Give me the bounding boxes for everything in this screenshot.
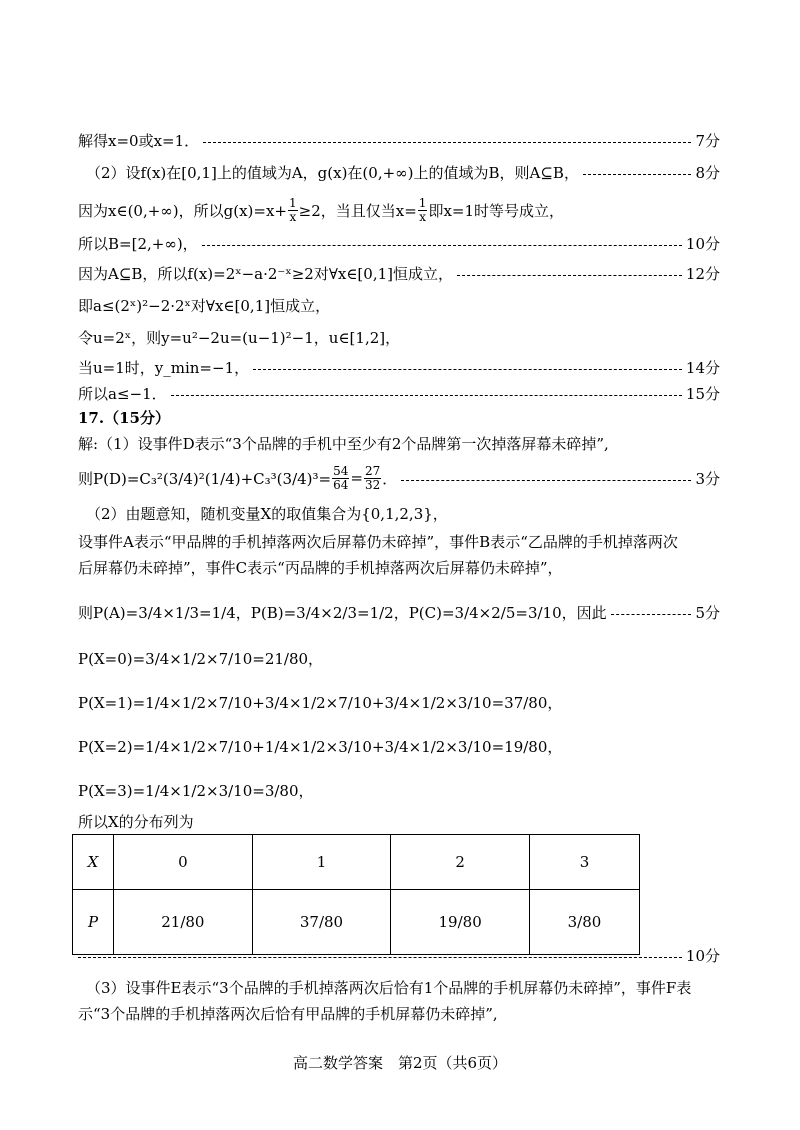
score: 3分 (695, 469, 720, 488)
leader-dashes (253, 369, 682, 370)
distribution-table (72, 834, 640, 955)
line-PX3 (78, 772, 720, 808)
text: 即x=1时等号成立， (428, 201, 565, 220)
text: 所以X的分布列为 (78, 812, 194, 831)
numerator: 54 (333, 463, 349, 478)
text: 所以a≤−1． (78, 384, 167, 403)
denominator: 32 (364, 477, 381, 492)
line-part2-setup (86, 157, 720, 187)
score: 5分 (695, 603, 720, 622)
line-PX0 (78, 640, 720, 676)
table-cell: 2 (391, 835, 530, 890)
line-substitution (78, 322, 720, 352)
line-B-range (78, 228, 720, 258)
line-PA-PB-PC (78, 594, 720, 630)
numerator: 1 (418, 195, 427, 210)
score: 8分 (695, 163, 720, 182)
denominator: 64 (333, 477, 349, 492)
line-a-inequality (78, 290, 720, 320)
line-fx-condition (78, 258, 720, 288)
leader-dashes (203, 142, 691, 143)
table-cell: 1 (252, 835, 391, 890)
leader-dashes (78, 957, 682, 958)
line-event-D (78, 428, 720, 458)
line-solve-x (78, 125, 720, 155)
text: 后屏幕仍未碎掉”，事件C表示“丙品牌的手机掉落两次后屏幕仍未碎掉”， (78, 558, 563, 577)
numerator: 1 (289, 195, 297, 210)
table-row (73, 835, 640, 890)
text: P(X=3)=1/4×1/2×3/10=3/80， (78, 781, 314, 800)
line-PD: 则P(D)=C₃²(3/4)²(1/4)+C₃³(3/4)³= $\frac{54}{64}$ = $\frac{27}{32}$ ． 3分 (78, 463, 720, 492)
line-gx-inequality (78, 192, 720, 228)
table-cell: 3/80 (529, 890, 639, 955)
text: 因为x∈(0,+∞)，所以g(x)=x+ (78, 201, 288, 220)
text: 解得x=0或x=1． (78, 131, 200, 150)
leader-dashes (611, 614, 692, 615)
line-distribution-intro (78, 806, 720, 836)
text: 则P(D)=C₃²(3/4)²(1/4)+C₃³(3/4)³= (78, 469, 332, 488)
line-part3-2 (78, 998, 720, 1028)
text: 17.（15分） (78, 408, 170, 427)
score: 10分 (685, 234, 720, 253)
page-footer: 高二数学答案 第2页（共6页） (292, 1054, 508, 1072)
table-cell: 3 (529, 835, 639, 890)
score: 14分 (685, 358, 720, 377)
leader-dashes (171, 395, 682, 396)
text: （3）设事件E表示“3个品牌的手机掉落两次后恰有1个品牌的手机屏幕仍未碎掉”，事件F表 (86, 978, 692, 997)
text: 即a≤(2ˣ)²−2·2ˣ对∀x∈[0,1]恒成立， (78, 296, 331, 315)
fraction-54-64 (332, 465, 349, 492)
text: P(X=1)=1/4×1/2×7/10+3/4×1/2×7/10+3/4×1/2×3/10=37/80， (78, 693, 563, 712)
text: 当u=1时，y_min=−1， (78, 358, 250, 377)
score: 7分 (695, 131, 720, 150)
text: P(X=0)=3/4×1/2×7/10=21/80， (78, 649, 324, 668)
line-X-values (86, 498, 720, 528)
text: P(X=2)=1/4×1/2×7/10+1/4×1/2×3/10+3/4×1/2×3/10=19/80， (78, 737, 563, 756)
text: （2）设f(x)在[0,1]上的值域为A，g(x)在(0,+∞)上的值域为B，则A⊆B， (86, 163, 579, 182)
text: 则P(A)=3/4×1/3=1/4，P(B)=3/4×2/3=1/2，P(C)=3/4×2/5=3/10，因此 (78, 603, 607, 622)
text: 设事件A表示“甲品牌的手机掉落两次后屏幕仍未碎掉”，事件B表示“乙品牌的手机掉落两次 (78, 532, 678, 551)
denominator: x (289, 209, 297, 224)
fraction-1-over-x (288, 197, 298, 224)
leader-dashes (457, 275, 682, 276)
table-cell: 37/80 (252, 890, 391, 955)
text: （2）由题意知，随机变量X的取值集合为{0,1,2,3}， (86, 504, 448, 523)
score: 15分 (685, 384, 720, 403)
denominator: x (419, 209, 426, 224)
text: 解:（1）设事件D表示“3个品牌的手机中至少有2个品牌第一次掉落屏幕未碎掉”, (78, 434, 609, 453)
score: 10分 (685, 946, 720, 965)
line-PX2 (78, 728, 720, 764)
table-cell: 0 (114, 835, 253, 890)
table-cell: 21/80 (114, 890, 253, 955)
leader-dashes (202, 245, 682, 246)
text: ≥2，当且仅当x= (298, 201, 417, 220)
score: 12分 (685, 264, 720, 283)
numerator: 27 (364, 463, 381, 478)
text: 令u=2ˣ，则y=u²−2u=(u−1)²−1，u∈[1,2]， (78, 328, 401, 347)
fraction-1-over-x-2 (418, 197, 428, 224)
text: 所以B=[2,+∞)， (78, 234, 198, 253)
leader-dashes (583, 174, 692, 175)
line-events-ABC-2 (78, 552, 720, 582)
table-cell: X (73, 835, 114, 890)
text: 示“3个品牌的手机掉落两次后恰有甲品牌的手机屏幕仍未碎掉”, (78, 1004, 498, 1023)
table-cell: P (73, 890, 114, 955)
leader-dashes (401, 480, 691, 481)
fraction-27-32 (364, 465, 381, 492)
table-cell: 19/80 (391, 890, 530, 955)
line-table-score (78, 940, 720, 970)
text: 因为A⊆B，所以f(x)=2ˣ−a·2⁻ˣ≥2对∀x∈[0,1]恒成立， (78, 264, 453, 283)
line-PX1 (78, 684, 720, 720)
